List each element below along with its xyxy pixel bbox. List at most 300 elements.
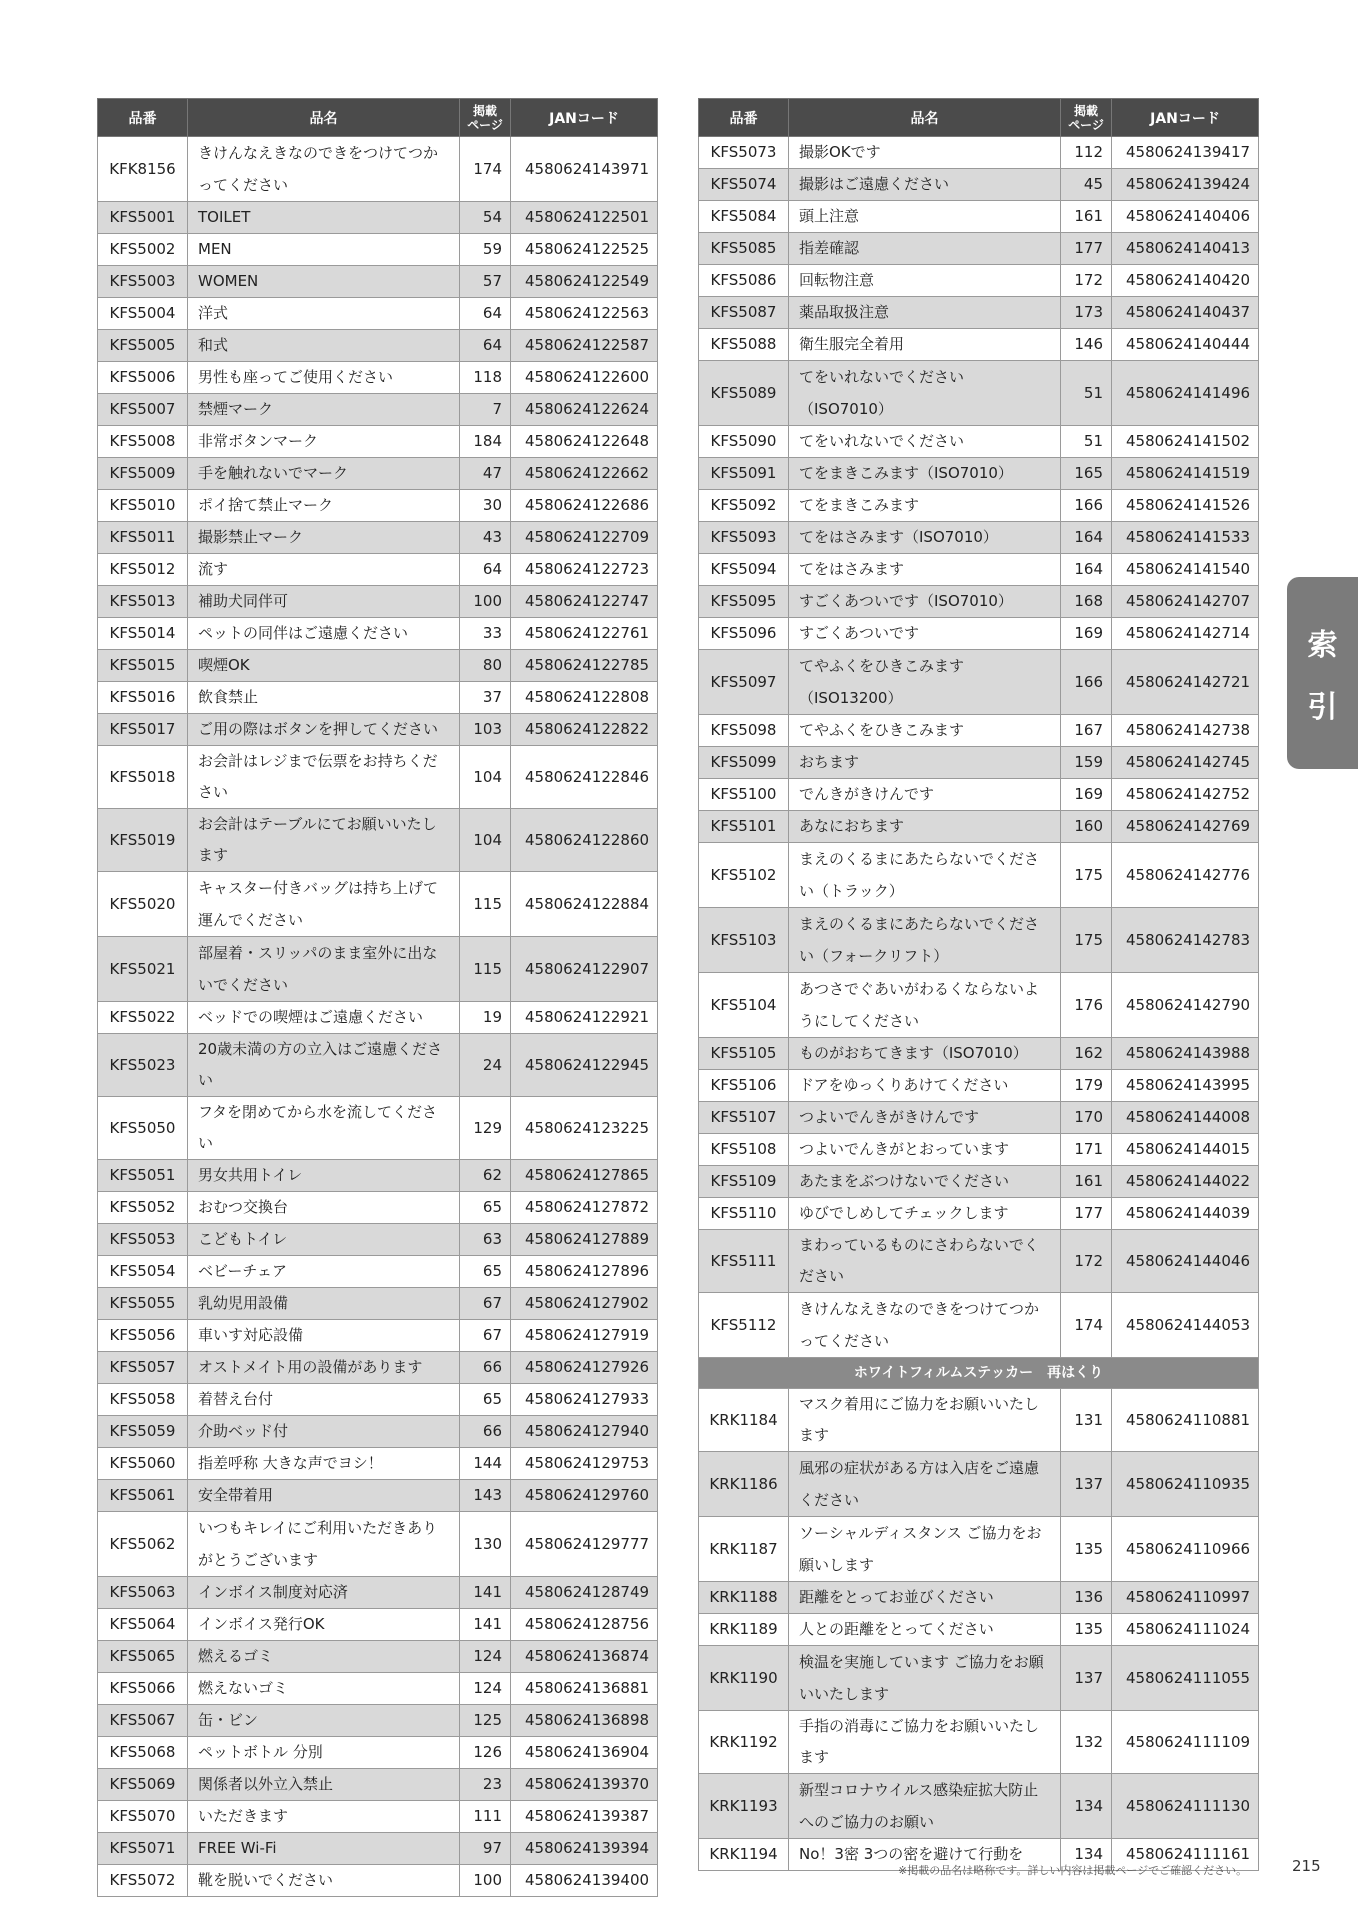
page-number-cell: 118	[460, 362, 511, 394]
page-number-cell: 161	[1061, 1166, 1112, 1198]
product-name-cell: 衛生服完全着用	[789, 329, 1061, 361]
product-code-cell: KFS5018	[98, 746, 188, 809]
product-name-cell: 男女共用トイレ	[188, 1160, 460, 1192]
table-row	[98, 298, 658, 330]
product-code-cell: KFS5084	[699, 201, 789, 233]
product-name-cell: 飲食禁止	[188, 682, 460, 714]
product-code-cell: KFS5111	[699, 1230, 789, 1293]
table-row	[98, 872, 658, 937]
table-row	[699, 1134, 1259, 1166]
product-name-cell: あたまをぶつけないでください	[789, 1166, 1061, 1198]
product-code-cell: KFS5108	[699, 1134, 789, 1166]
product-code-cell: KFS5050	[98, 1097, 188, 1160]
product-name-cell: ペットボトル 分別	[188, 1737, 460, 1769]
jan-code-cell: 4580624122846	[511, 746, 658, 809]
page-number-cell: 54	[460, 202, 511, 234]
page-number-cell: 19	[460, 1002, 511, 1034]
jan-code-cell: 4580624122549	[511, 266, 658, 298]
table-row	[699, 1070, 1259, 1102]
table-row	[699, 715, 1259, 747]
jan-code-cell: 4580624122907	[511, 937, 658, 1002]
table-row	[699, 361, 1259, 426]
product-name-cell: ベビーチェア	[188, 1256, 460, 1288]
header-jan: JANコード	[511, 99, 658, 137]
page-number-cell: 136	[1061, 1582, 1112, 1614]
jan-code-cell: 4580624127919	[511, 1320, 658, 1352]
page-number-cell: 30	[460, 490, 511, 522]
product-code-cell: KRK1189	[699, 1614, 789, 1646]
header-row	[98, 99, 658, 137]
product-code-cell: KFS5093	[699, 522, 789, 554]
table-row	[98, 746, 658, 809]
product-code-cell: KFS5104	[699, 973, 789, 1038]
page-number-cell: 125	[460, 1705, 511, 1737]
jan-code-cell: 4580624141540	[1112, 554, 1259, 586]
product-name-cell: てをいれないでください（ISO7010）	[789, 361, 1061, 426]
section-header-row	[699, 1358, 1259, 1389]
jan-code-cell: 4580624111130	[1112, 1774, 1259, 1839]
product-name-cell: 指差呼称 大きな声でヨシ！	[188, 1448, 460, 1480]
product-code-cell: KFS5015	[98, 650, 188, 682]
page-number-cell: 170	[1061, 1102, 1112, 1134]
page-number-cell: 64	[460, 298, 511, 330]
product-code-cell: KFS5098	[699, 715, 789, 747]
product-code-cell: KRK1194	[699, 1839, 789, 1871]
product-code-cell: KFS5021	[98, 937, 188, 1002]
product-code-cell: KFS5110	[699, 1198, 789, 1230]
table-row	[699, 747, 1259, 779]
page-number-cell: 166	[1061, 650, 1112, 715]
jan-code-cell: 4580624139400	[511, 1865, 658, 1897]
table-row	[699, 1774, 1259, 1839]
jan-code-cell: 4580624129760	[511, 1480, 658, 1512]
product-code-cell: KFS5062	[98, 1512, 188, 1577]
jan-code-cell: 4580624122860	[511, 809, 658, 872]
product-code-cell: KFS5099	[699, 747, 789, 779]
table-row	[98, 1320, 658, 1352]
table-row	[98, 1384, 658, 1416]
jan-code-cell: 4580624122921	[511, 1002, 658, 1034]
product-code-cell: KFS5058	[98, 1384, 188, 1416]
table-row	[699, 1389, 1259, 1452]
product-name-cell: ベッドでの喫煙はご遠慮ください	[188, 1002, 460, 1034]
product-name-cell: ものがおちてきます（ISO7010）	[789, 1038, 1061, 1070]
product-code-cell: KRK1193	[699, 1774, 789, 1839]
page-number-cell: 43	[460, 522, 511, 554]
jan-code-cell: 4580624110966	[1112, 1517, 1259, 1582]
page-number-cell: 57	[460, 266, 511, 298]
jan-code-cell: 4580624127940	[511, 1416, 658, 1448]
page-number-cell: 80	[460, 650, 511, 682]
jan-code-cell: 4580624122587	[511, 330, 658, 362]
product-name-cell: TOILET	[188, 202, 460, 234]
jan-code-cell: 4580624110935	[1112, 1452, 1259, 1517]
jan-code-cell: 4580624140406	[1112, 201, 1259, 233]
page-number-cell: 104	[460, 746, 511, 809]
product-code-cell: KFS5061	[98, 1480, 188, 1512]
jan-code-cell: 4580624127902	[511, 1288, 658, 1320]
product-name-cell: てやふくをひきこみます（ISO13200）	[789, 650, 1061, 715]
product-name-cell: きけんなえきなのできをつけてつかってください	[789, 1293, 1061, 1358]
jan-code-cell: 4580624140437	[1112, 297, 1259, 329]
product-name-cell: インボイス発行OK	[188, 1609, 460, 1641]
page-number-cell: 141	[460, 1577, 511, 1609]
product-name-cell: まわっているものにさわらないでください	[789, 1230, 1061, 1293]
product-name-cell: おむつ交換台	[188, 1192, 460, 1224]
footnote: ※掲載の品名は略称です。詳しい内容は掲載ページでご確認ください。	[898, 1864, 1248, 1877]
page-number-cell: 115	[460, 937, 511, 1002]
page-number-cell: 165	[1061, 458, 1112, 490]
page-number-cell: 176	[1061, 973, 1112, 1038]
product-name-cell: 洋式	[188, 298, 460, 330]
jan-code-cell: 4580624139424	[1112, 169, 1259, 201]
table-row	[98, 202, 658, 234]
table-row	[98, 714, 658, 746]
product-code-cell: KFS5057	[98, 1352, 188, 1384]
product-code-cell: KFS5091	[699, 458, 789, 490]
product-code-cell: KFS5053	[98, 1224, 188, 1256]
product-code-cell: KFS5052	[98, 1192, 188, 1224]
product-code-cell: KFS5011	[98, 522, 188, 554]
product-name-cell: お会計はテーブルにてお願いいたします	[188, 809, 460, 872]
jan-code-cell: 4580624142776	[1112, 843, 1259, 908]
page-number-cell: 63	[460, 1224, 511, 1256]
page-number-cell: 65	[460, 1384, 511, 1416]
product-name-cell: まえのくるまにあたらないでください（フォークリフト）	[789, 908, 1061, 973]
table-row	[98, 266, 658, 298]
product-code-cell: KFS5072	[98, 1865, 188, 1897]
product-code-cell: KFS5009	[98, 458, 188, 490]
jan-code-cell: 4580624127889	[511, 1224, 658, 1256]
product-code-cell: KFS5102	[699, 843, 789, 908]
jan-code-cell: 4580624140444	[1112, 329, 1259, 361]
table-row	[699, 1452, 1259, 1517]
page-number-cell: 65	[460, 1192, 511, 1224]
jan-code-cell: 4580624122600	[511, 362, 658, 394]
product-name-cell: 部屋着・スリッパのまま室外に出ないでください	[188, 937, 460, 1002]
product-name-cell: てをまきこみます	[789, 490, 1061, 522]
table-row	[699, 1102, 1259, 1134]
page-number-cell: 174	[460, 137, 511, 202]
header-page	[1061, 99, 1112, 137]
page-number-cell: 172	[1061, 1230, 1112, 1293]
page-number-cell: 129	[460, 1097, 511, 1160]
page-number-cell: 112	[1061, 137, 1112, 169]
jan-code-cell: 4580624110997	[1112, 1582, 1259, 1614]
jan-code-cell: 4580624111109	[1112, 1711, 1259, 1774]
jan-code-cell: 4580624144022	[1112, 1166, 1259, 1198]
jan-code-cell: 4580624144039	[1112, 1198, 1259, 1230]
page-number-cell: 171	[1061, 1134, 1112, 1166]
product-code-cell: KRK1187	[699, 1517, 789, 1582]
header-code: 品番	[699, 99, 789, 137]
page-number-cell: 179	[1061, 1070, 1112, 1102]
product-code-cell: KFS5054	[98, 1256, 188, 1288]
table-row	[98, 1002, 658, 1034]
product-name-cell: マスク着用にご協力をお願いいたします	[789, 1389, 1061, 1452]
jan-code-cell: 4580624127872	[511, 1192, 658, 1224]
page-number-cell: 64	[460, 554, 511, 586]
product-code-cell: KFS5056	[98, 1320, 188, 1352]
table-row	[699, 1614, 1259, 1646]
product-code-cell: KFS5074	[699, 169, 789, 201]
header-name: 品名	[789, 99, 1061, 137]
product-name-cell: 回転物注意	[789, 265, 1061, 297]
jan-code-cell: 4580624122808	[511, 682, 658, 714]
table-row	[98, 394, 658, 426]
product-code-cell: KFS5065	[98, 1641, 188, 1673]
table-row	[98, 330, 658, 362]
jan-code-cell: 4580624139417	[1112, 137, 1259, 169]
jan-code-cell: 4580624122785	[511, 650, 658, 682]
page-number-cell: 135	[1061, 1614, 1112, 1646]
table-row	[98, 234, 658, 266]
jan-code-cell: 4580624128756	[511, 1609, 658, 1641]
table-row	[699, 265, 1259, 297]
product-code-cell: KFS5067	[98, 1705, 188, 1737]
product-name-cell: 喫煙OK	[188, 650, 460, 682]
index-side-tab[interactable]	[1287, 577, 1358, 769]
jan-code-cell: 4580624143971	[511, 137, 658, 202]
table-row	[699, 1293, 1259, 1358]
product-code-cell: KFS5092	[699, 490, 789, 522]
table-row	[98, 137, 658, 202]
table-row	[699, 586, 1259, 618]
jan-code-cell: 4580624140420	[1112, 265, 1259, 297]
product-code-cell: KFS5008	[98, 426, 188, 458]
product-name-cell: いつもキレイにご利用いただきありがとうございます	[188, 1512, 460, 1577]
jan-code-cell: 4580624122761	[511, 618, 658, 650]
table-row	[699, 779, 1259, 811]
product-name-cell: 和式	[188, 330, 460, 362]
table-row	[699, 618, 1259, 650]
product-code-cell: KFS5097	[699, 650, 789, 715]
product-code-cell: KFS5106	[699, 1070, 789, 1102]
table-row	[98, 1160, 658, 1192]
header-page-line1: 掲載	[1073, 103, 1098, 118]
jan-code-cell: 4580624142721	[1112, 650, 1259, 715]
page-number-cell: 172	[1061, 265, 1112, 297]
product-name-cell: 男性も座ってご使用ください	[188, 362, 460, 394]
product-code-cell: KFS5020	[98, 872, 188, 937]
product-code-cell: KFS5087	[699, 297, 789, 329]
product-code-cell: KFS5090	[699, 426, 789, 458]
page-number-cell: 143	[460, 1480, 511, 1512]
jan-code-cell: 4580624144046	[1112, 1230, 1259, 1293]
jan-code-cell: 4580624128749	[511, 1577, 658, 1609]
jan-code-cell: 4580624141533	[1112, 522, 1259, 554]
product-name-cell: つよいでんきがきけんです	[789, 1102, 1061, 1134]
table-row	[699, 169, 1259, 201]
product-code-cell: KFS5100	[699, 779, 789, 811]
product-code-cell: KRK1186	[699, 1452, 789, 1517]
product-code-cell: KFS5023	[98, 1034, 188, 1097]
jan-code-cell: 4580624122686	[511, 490, 658, 522]
jan-code-cell: 4580624141502	[1112, 426, 1259, 458]
product-name-cell: 手指の消毒にご協力をお願いいたします	[789, 1711, 1061, 1774]
jan-code-cell: 4580624136881	[511, 1673, 658, 1705]
product-code-cell: KFS5014	[98, 618, 188, 650]
product-code-cell: KFS5002	[98, 234, 188, 266]
jan-code-cell: 4580624136898	[511, 1705, 658, 1737]
product-code-cell: KFS5085	[699, 233, 789, 265]
jan-code-cell: 4580624142783	[1112, 908, 1259, 973]
product-name-cell: てをいれないでください	[789, 426, 1061, 458]
product-code-cell: KFS5071	[98, 1833, 188, 1865]
table-row	[98, 458, 658, 490]
table-row	[699, 458, 1259, 490]
page-number-cell: 177	[1061, 233, 1112, 265]
table-row	[699, 650, 1259, 715]
product-name-cell: 靴を脱いでください	[188, 1865, 460, 1897]
jan-code-cell: 4580624122723	[511, 554, 658, 586]
product-name-cell: 乳幼児用設備	[188, 1288, 460, 1320]
table-row	[98, 809, 658, 872]
jan-code-cell: 4580624142714	[1112, 618, 1259, 650]
product-name-cell: てやふくをひきこみます	[789, 715, 1061, 747]
product-code-cell: KFS5019	[98, 809, 188, 872]
jan-code-cell: 4580624142745	[1112, 747, 1259, 779]
page-number-cell: 66	[460, 1416, 511, 1448]
table-row	[98, 1609, 658, 1641]
page-number-cell: 24	[460, 1034, 511, 1097]
jan-code-cell: 4580624142707	[1112, 586, 1259, 618]
product-code-cell: KFS5055	[98, 1288, 188, 1320]
product-name-cell: 非常ボタンマーク	[188, 426, 460, 458]
product-code-cell: KFS5073	[699, 137, 789, 169]
page-number-cell: 164	[1061, 554, 1112, 586]
page-number-cell: 97	[460, 1833, 511, 1865]
table-row	[98, 1256, 658, 1288]
product-name-cell: 検温を実施しています ご協力をお願いいたします	[789, 1646, 1061, 1711]
table-row	[98, 1769, 658, 1801]
page-number-cell: 175	[1061, 908, 1112, 973]
product-code-cell: KFS5103	[699, 908, 789, 973]
table-row	[98, 1512, 658, 1577]
page-number-cell: 177	[1061, 1198, 1112, 1230]
page-number-cell: 100	[460, 1865, 511, 1897]
table-row	[699, 554, 1259, 586]
jan-code-cell: 4580624139370	[511, 1769, 658, 1801]
product-code-cell: KFS5089	[699, 361, 789, 426]
page-number-cell: 65	[460, 1256, 511, 1288]
page-number-cell: 175	[1061, 843, 1112, 908]
product-code-cell: KFS5017	[98, 714, 188, 746]
product-code-cell: KFS5096	[699, 618, 789, 650]
table-row	[699, 426, 1259, 458]
jan-code-cell: 4580624111055	[1112, 1646, 1259, 1711]
jan-code-cell: 4580624111161	[1112, 1839, 1259, 1871]
jan-code-cell: 4580624129753	[511, 1448, 658, 1480]
table-row	[98, 1192, 658, 1224]
product-name-cell: FREE Wi-Fi	[188, 1833, 460, 1865]
product-name-cell: 風邪の症状がある方は入店をご遠慮ください	[789, 1452, 1061, 1517]
table-row	[699, 490, 1259, 522]
page-number-cell: 169	[1061, 618, 1112, 650]
table-row	[699, 1166, 1259, 1198]
product-code-cell: KFS5068	[98, 1737, 188, 1769]
product-name-cell: 介助ベッド付	[188, 1416, 460, 1448]
table-row	[98, 554, 658, 586]
product-name-cell: 安全帯着用	[188, 1480, 460, 1512]
table-row	[699, 297, 1259, 329]
table-row	[699, 1230, 1259, 1293]
table-row	[98, 1577, 658, 1609]
product-name-cell: ドアをゆっくりあけてください	[789, 1070, 1061, 1102]
product-name-cell: 撮影OKです	[789, 137, 1061, 169]
jan-code-cell: 4580624139394	[511, 1833, 658, 1865]
table-row	[699, 137, 1259, 169]
table-row	[98, 426, 658, 458]
page-number-cell: 135	[1061, 1517, 1112, 1582]
section-title: ホワイトフィルムステッカー 再はくり	[699, 1358, 1259, 1389]
product-name-cell: No！3密 3つの密を避けて行動を	[789, 1839, 1061, 1871]
page-number-cell: 126	[460, 1737, 511, 1769]
product-code-cell: KFS5105	[699, 1038, 789, 1070]
page-number-cell: 131	[1061, 1389, 1112, 1452]
table-row	[98, 682, 658, 714]
header-page-line2: ページ	[467, 117, 503, 132]
product-code-cell: KFS5094	[699, 554, 789, 586]
table-row	[98, 1416, 658, 1448]
page-number: 215	[1292, 1857, 1321, 1875]
product-code-cell: KFS5022	[98, 1002, 188, 1034]
table-row	[98, 490, 658, 522]
product-name-cell: MEN	[188, 234, 460, 266]
jan-code-cell: 4580624127865	[511, 1160, 658, 1192]
header-page-line2: ページ	[1068, 117, 1104, 132]
product-name-cell: 撮影禁止マーク	[188, 522, 460, 554]
product-name-cell: ゆびでしめしてチェックします	[789, 1198, 1061, 1230]
jan-code-cell: 4580624122747	[511, 586, 658, 618]
product-code-cell: KFS5101	[699, 811, 789, 843]
page-number-cell: 64	[460, 330, 511, 362]
jan-code-cell: 4580624122662	[511, 458, 658, 490]
jan-code-cell: 4580624122945	[511, 1034, 658, 1097]
table-row	[98, 1833, 658, 1865]
page-number-cell: 104	[460, 809, 511, 872]
page-number-cell: 146	[1061, 329, 1112, 361]
table-body-left	[98, 137, 658, 1897]
header-jan: JANコード	[1112, 99, 1259, 137]
product-code-cell: KFS5006	[98, 362, 188, 394]
product-name-cell: 流す	[188, 554, 460, 586]
product-name-cell: でんきがきけんです	[789, 779, 1061, 811]
product-code-cell: KFS5063	[98, 1577, 188, 1609]
jan-code-cell: 4580624129777	[511, 1512, 658, 1577]
product-name-cell: キャスター付きバッグは持ち上げて運んでください	[188, 872, 460, 937]
product-name-cell: まえのくるまにあたらないでください（トラック）	[789, 843, 1061, 908]
product-name-cell: こどもトイレ	[188, 1224, 460, 1256]
product-code-cell: KFS5107	[699, 1102, 789, 1134]
product-name-cell: 指差確認	[789, 233, 1061, 265]
jan-code-cell: 4580624140413	[1112, 233, 1259, 265]
table-row	[699, 201, 1259, 233]
table-row	[98, 1448, 658, 1480]
product-name-cell: あつさでぐあいがわるくならないようにしてください	[789, 973, 1061, 1038]
page-number-cell: 124	[460, 1641, 511, 1673]
header-row	[699, 99, 1259, 137]
product-code-cell: KFS5060	[98, 1448, 188, 1480]
page-number-cell: 161	[1061, 201, 1112, 233]
page-number-cell: 62	[460, 1160, 511, 1192]
product-name-cell: つよいでんきがとおっています	[789, 1134, 1061, 1166]
table-row	[699, 522, 1259, 554]
table-row	[98, 1097, 658, 1160]
page-number-cell: 134	[1061, 1774, 1112, 1839]
product-code-cell: KRK1190	[699, 1646, 789, 1711]
product-code-cell: KFS5064	[98, 1609, 188, 1641]
